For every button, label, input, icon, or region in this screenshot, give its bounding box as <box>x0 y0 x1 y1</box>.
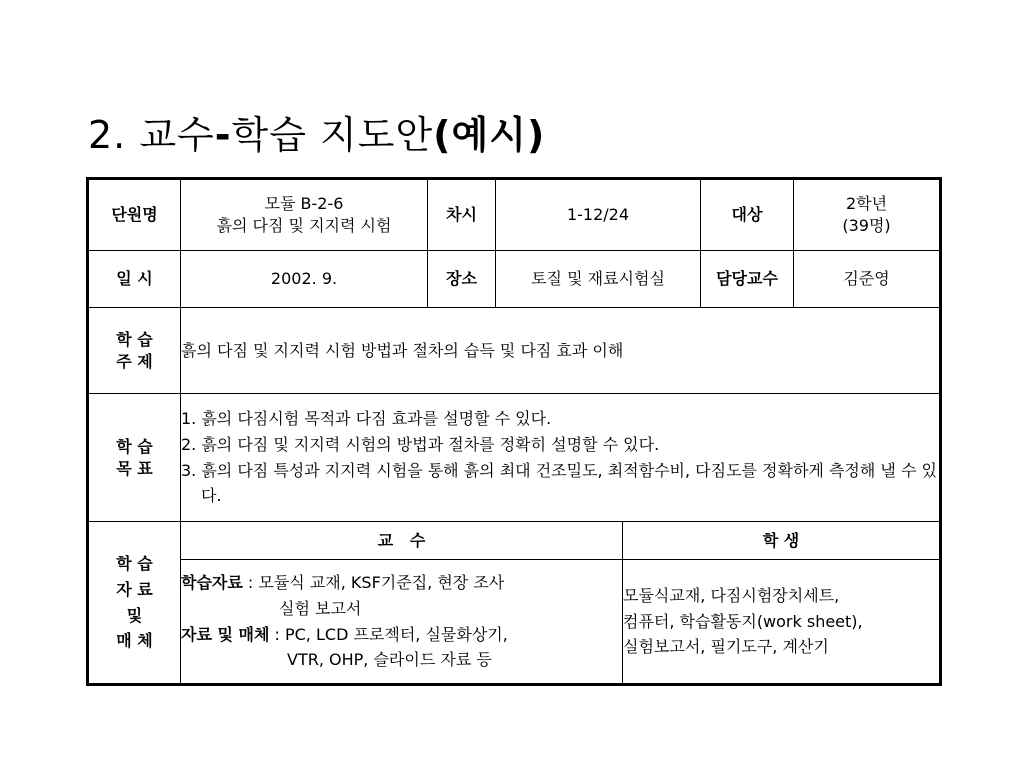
unit-value-line2: 흙의 다짐 및 지지력 시험 <box>216 216 392 235</box>
objectives-list <box>181 394 941 522</box>
objectives-label <box>88 394 181 522</box>
unit-row <box>88 179 941 251</box>
prof-materials-line1 <box>181 570 622 596</box>
date-value: 2002. 9. <box>181 251 428 308</box>
prof-media-label: 자료 및 매체 <box>181 624 270 644</box>
materials-label-line1: 학 습 <box>116 554 153 574</box>
date-label: 일 시 <box>88 251 181 308</box>
session-value: 1-12/24 <box>496 179 701 251</box>
prof-media-text1: PC, LCD 프로젝터, 실물화상기, <box>284 624 508 644</box>
prof-materials-label: 학습자료 <box>181 572 243 592</box>
prof-materials-sep: : <box>242 572 259 592</box>
objectives-label-line1: 학 습 <box>116 436 153 456</box>
objectives-row <box>88 394 941 522</box>
page-title <box>88 104 545 159</box>
title-prefix: 2. 교수 <box>88 113 215 157</box>
student-column-header: 학 생 <box>623 522 941 560</box>
topic-label <box>88 308 181 394</box>
professor-value: 김준영 <box>794 251 941 308</box>
target-label: 대상 <box>701 179 794 251</box>
date-row <box>88 251 941 308</box>
professor-column-header: 교 수 <box>181 522 623 560</box>
place-value: 토질 및 재료시험실 <box>496 251 701 308</box>
student-materials-line3: 실험보고서, 필기도구, 계산기 <box>623 637 829 657</box>
student-materials-line1: 모듈식교재, 다짐시험장치세트, <box>623 585 840 605</box>
materials-label-line2: 자 료 <box>116 579 153 599</box>
objective-item-3: 3. 흙의 다짐 특성과 지지력 시험을 통해 흙의 최대 건조밀도, 최적함수비, 다짐도를 정확하게 측정해 낼 수 있다. <box>181 460 937 506</box>
unit-value <box>181 179 428 251</box>
prof-materials-text2: 실험 보고서 <box>279 598 362 618</box>
prof-media-line1 <box>181 622 622 648</box>
prof-materials-text1: 모듈식 교재, KSF기준집, 현장 조사 <box>258 572 505 592</box>
title-paren: (예시) <box>433 113 546 157</box>
prof-media-sep: : <box>269 624 285 644</box>
title-dash: - <box>214 113 232 157</box>
student-materials <box>623 560 941 685</box>
topic-value: 흙의 다짐 및 지지력 시험 방법과 절차의 습득 및 다짐 효과 이해 <box>181 308 941 394</box>
topic-label-line1: 학 습 <box>116 329 153 349</box>
materials-header-row <box>88 522 941 560</box>
target-value-line1: 2학년 <box>845 194 888 214</box>
materials-label <box>88 522 181 685</box>
materials-label-line4: 매 체 <box>116 631 153 651</box>
objectives-label-line2: 목 표 <box>116 458 153 478</box>
professor-label: 담당교수 <box>701 251 794 308</box>
title-rest: 학습 지도안 <box>231 113 434 157</box>
prof-media-text2: VTR, OHP, 슬라이드 자료 등 <box>287 650 492 670</box>
student-materials-line2: 컴퓨터, 학습활동지(work sheet), <box>623 611 863 631</box>
session-label: 차시 <box>428 179 496 251</box>
professor-materials <box>181 560 623 685</box>
unit-label: 단원명 <box>88 179 181 251</box>
lesson-plan-table <box>86 177 942 686</box>
objective-item-1: 1. 흙의 다짐시험 목적과 다짐 효과를 설명할 수 있다. <box>181 408 552 428</box>
target-value-line2: (39명) <box>842 216 891 235</box>
topic-row <box>88 308 941 394</box>
place-label: 장소 <box>428 251 496 308</box>
objective-item-2: 2. 흙의 다짐 및 지지력 시험의 방법과 절차를 정확히 설명할 수 있다. <box>181 434 660 454</box>
unit-value-line1: 모듈 B-2-6 <box>264 194 344 214</box>
materials-content-row <box>88 560 941 685</box>
materials-label-line3: 및 <box>126 605 143 625</box>
target-value <box>794 179 941 251</box>
topic-label-line2: 주 제 <box>116 351 153 371</box>
